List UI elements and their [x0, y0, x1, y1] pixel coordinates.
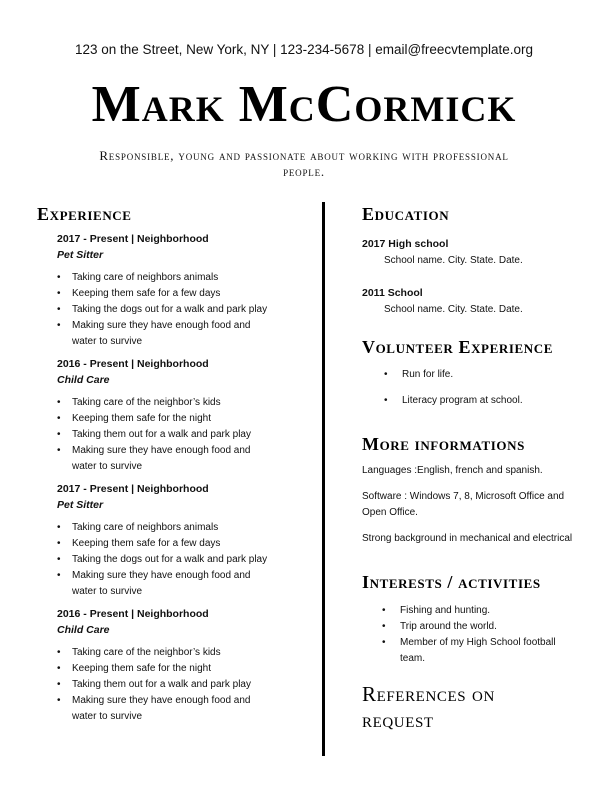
interests-list: [382, 603, 594, 667]
bullet-item: • Taking care of neighbors animals: [57, 270, 312, 286]
bullet-icon: •: [57, 663, 61, 674]
education-detail: School name. City. State. Date.: [384, 255, 523, 266]
education-heading: Education: [362, 204, 450, 224]
job-entry: [57, 357, 312, 387]
more-info-heading: More informations: [362, 434, 525, 454]
bullet-icon: •: [57, 272, 61, 283]
software-line: Software : Windows 7, 8, Microsoft Office and: [362, 491, 565, 502]
bullet-item: • Keeping them safe for the night: [57, 411, 312, 427]
job-bullets: [57, 395, 312, 475]
bullet-icon: •: [57, 570, 61, 581]
bullet-icon: •: [57, 413, 61, 424]
background-line: Strong background in mechanical and electrical: [362, 533, 573, 544]
bullet-item: • Taking care of neighbors animals: [57, 520, 312, 536]
job-role: Pet Sitter: [57, 249, 104, 261]
tagline: Responsible, young and passionate about working with professional people.: [99, 148, 509, 179]
more-info-block: [362, 463, 594, 547]
bullet-icon: •: [57, 679, 61, 690]
job-bullets: [57, 520, 312, 600]
job-dates: 2016 - Present | Neighborhood: [57, 358, 209, 370]
bullet-item: • Making sure they have enough food and: [57, 443, 312, 459]
education-title: 2017 High school: [362, 238, 449, 250]
education-title: 2011 School: [362, 287, 423, 299]
references-heading-continued: request: [362, 708, 434, 732]
job-role: Child Care: [57, 374, 110, 386]
job-dates: 2017 - Present | Neighborhood: [57, 483, 209, 495]
bullet-item: • Trip around the world.: [382, 619, 594, 635]
volunteer-list: [384, 367, 594, 409]
bullet-continuation: team.: [400, 653, 426, 664]
languages-line: Languages :English, french and spanish.: [362, 465, 543, 476]
bullet-item: • Keeping them safe for a few days: [57, 286, 312, 302]
experience-heading: Experience: [37, 204, 132, 224]
bullet-item: • Fishing and hunting.: [382, 603, 594, 619]
references-block: [362, 681, 594, 733]
job-entry: [57, 482, 312, 512]
experience-column: [37, 203, 312, 725]
bullet-icon: •: [57, 554, 61, 565]
software-line-continued: Open Office.: [362, 507, 418, 518]
bullet-icon: •: [384, 395, 388, 406]
bullet-item: • Making sure they have enough food and: [57, 693, 312, 709]
bullet-icon: •: [382, 621, 386, 632]
bullet-icon: •: [57, 445, 61, 456]
bullet-item: • Keeping them safe for a few days: [57, 536, 312, 552]
details-column: [362, 203, 594, 733]
education-detail: School name. City. State. Date.: [384, 304, 523, 315]
bullet-item: • Taking care of the neighbor’s kids: [57, 645, 312, 661]
job-entry: [57, 232, 312, 262]
bullet-item: • Literacy program at school.: [384, 393, 594, 409]
bullet-icon: •: [57, 647, 61, 658]
references-heading: References on: [362, 682, 495, 706]
job-bullets: [57, 645, 312, 725]
bullet-icon: •: [57, 538, 61, 549]
bullet-item: • Taking the dogs out for a walk and park play: [57, 302, 312, 318]
bullet-icon: •: [382, 637, 386, 648]
job-dates: 2017 - Present | Neighborhood: [57, 233, 209, 245]
bullet-icon: •: [57, 397, 61, 408]
bullet-item: • Taking care of the neighbor’s kids: [57, 395, 312, 411]
bullet-icon: •: [57, 695, 61, 706]
job-entry: [57, 607, 312, 637]
bullet-item: • Taking them out for a walk and park play: [57, 677, 312, 693]
column-divider: [322, 202, 325, 756]
bullet-item: • Taking them out for a walk and park play: [57, 427, 312, 443]
education-entry: [362, 286, 594, 317]
bullet-item: • Making sure they have enough food and: [57, 318, 312, 334]
job-dates: 2016 - Present | Neighborhood: [57, 608, 209, 620]
bullet-icon: •: [57, 304, 61, 315]
bullet-icon: •: [382, 605, 386, 616]
interests-heading: Interests / activities: [362, 572, 541, 592]
bullet-continuation: water to survive: [72, 711, 143, 722]
bullet-continuation: water to survive: [72, 586, 143, 597]
bullet-icon: •: [57, 320, 61, 331]
bullet-continuation: water to survive: [72, 461, 143, 472]
bullet-item: • Taking the dogs out for a walk and park play: [57, 552, 312, 568]
bullet-icon: •: [57, 429, 61, 440]
job-bullets: [57, 270, 312, 350]
bullet-item: • Making sure they have enough food and: [57, 568, 312, 584]
volunteer-heading: Volunteer Experience: [362, 337, 554, 357]
bullet-item: • Keeping them safe for the night: [57, 661, 312, 677]
job-role: Pet Sitter: [57, 499, 104, 511]
contact-line: 123 on the Street, New York, NY | 123-234-5678 | email@freecvtemplate.org: [75, 42, 533, 57]
bullet-item: • Member of my High School football: [382, 635, 594, 651]
bullet-continuation: water to survive: [72, 336, 143, 347]
bullet-icon: •: [57, 522, 61, 533]
bullet-icon: •: [384, 369, 388, 380]
education-entry: [362, 237, 594, 268]
candidate-name: Mark McCormick: [91, 76, 517, 133]
job-role: Child Care: [57, 624, 110, 636]
bullet-item: • Run for life.: [384, 367, 594, 383]
bullet-icon: •: [57, 288, 61, 299]
